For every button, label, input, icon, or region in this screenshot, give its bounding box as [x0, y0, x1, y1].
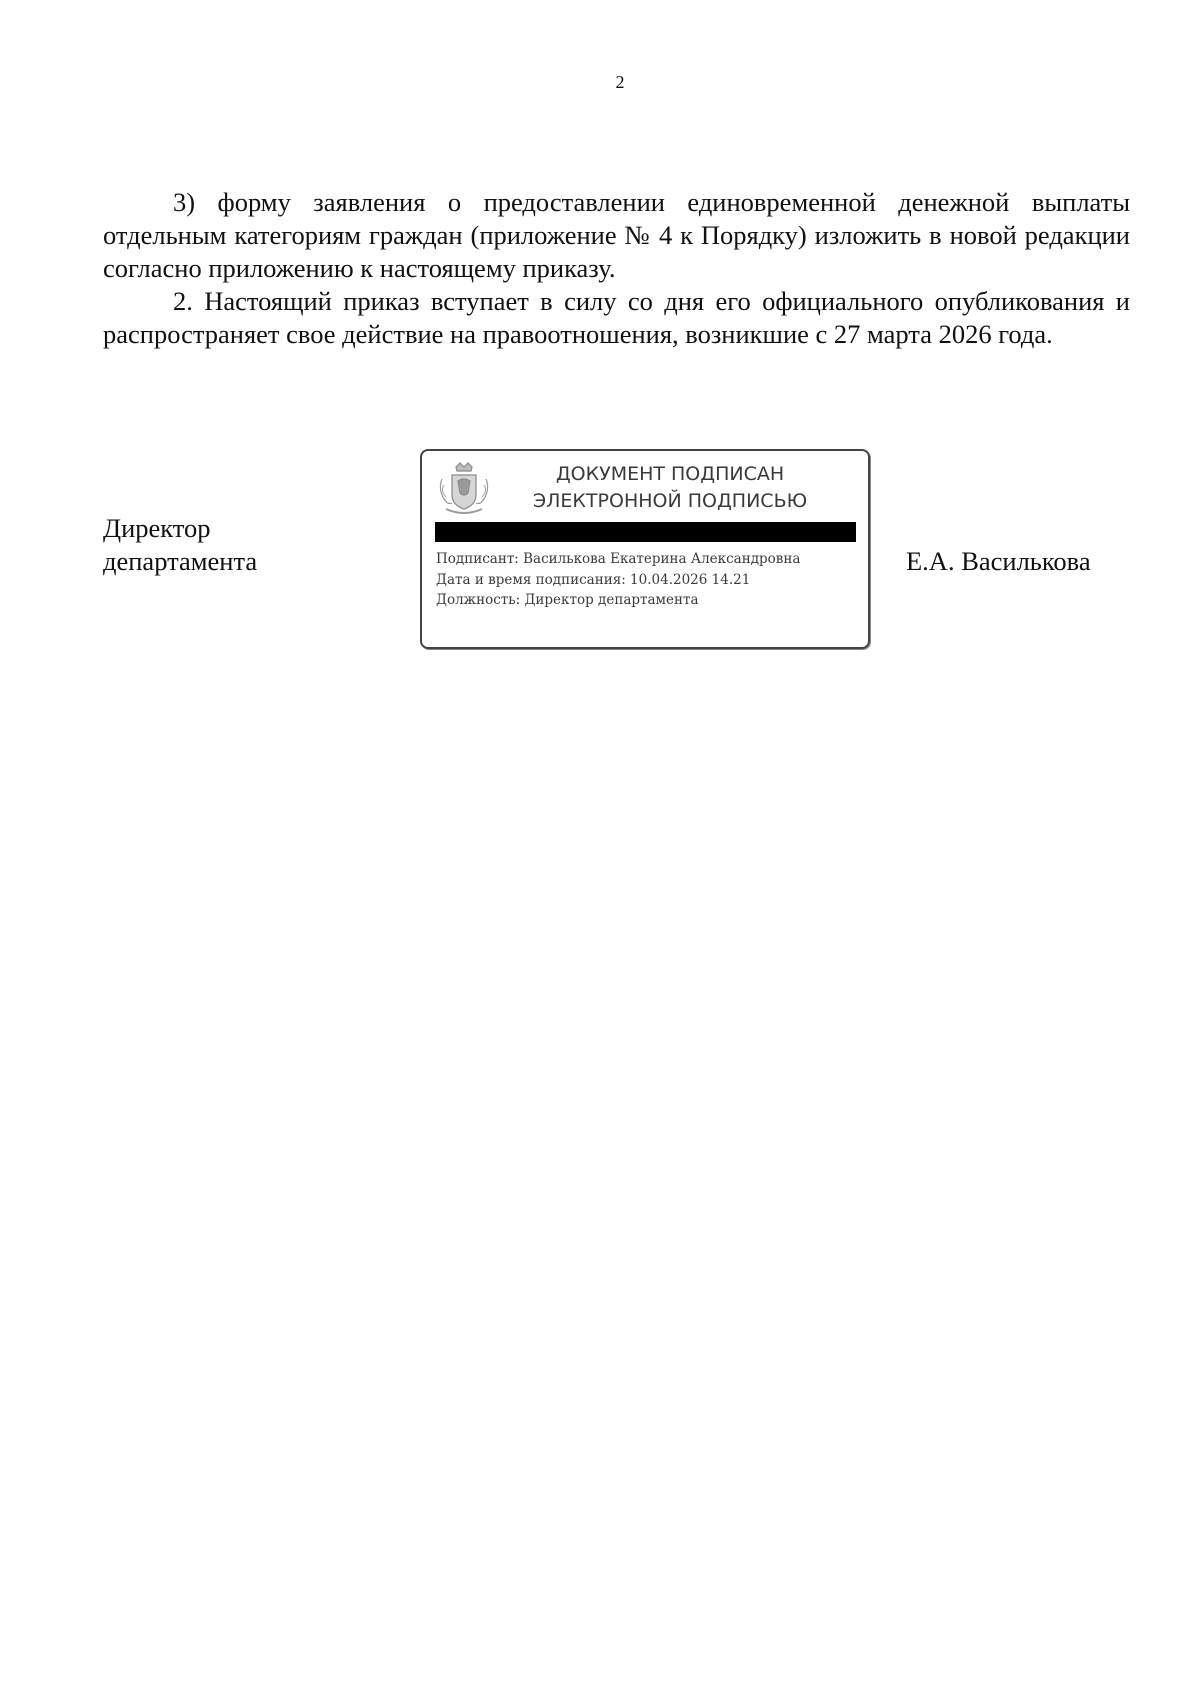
signatory-position: [103, 512, 257, 578]
stamp-heading-line-2: ЭЛЕКТРОННОЙ ПОДПИСЬЮ: [532, 490, 808, 512]
signatory-name: Е.А. Василькова: [906, 546, 1091, 576]
stamp-details: [436, 549, 856, 611]
stamp-heading-line-1: ДОКУМЕНТ ПОДПИСАН: [555, 463, 785, 485]
stamp-position: Должность: Директор департамента: [436, 592, 699, 608]
stamp-signer: Подписант: Василькова Екатерина Александровна: [436, 551, 801, 567]
electronic-signature-stamp: [420, 449, 870, 649]
order-body: [103, 186, 1130, 351]
stamp-datetime: Дата и время подписания: 10.04.2026 14.21: [436, 571, 751, 588]
page-number: 2: [615, 72, 625, 92]
paragraph-effective-date: 2. Настоящий приказ вступает в силу со дня его официального опубликования и распространяет свое действие на правоотношения, возникшие с 27 марта 2026 года.: [103, 286, 1130, 349]
position-line-1: Директор: [103, 513, 211, 543]
certificate-redaction-bar: [435, 522, 856, 542]
paragraph-item-3: 3) форму заявления о предоставлении единовременной денежной выплаты отдельным категориям граждан (приложение № 4 к Порядку) изложить в новой редакции согласно приложению к настоящему приказу.: [103, 187, 1130, 283]
stamp-heading: [482, 461, 858, 515]
position-line-2: департамента: [103, 546, 258, 576]
